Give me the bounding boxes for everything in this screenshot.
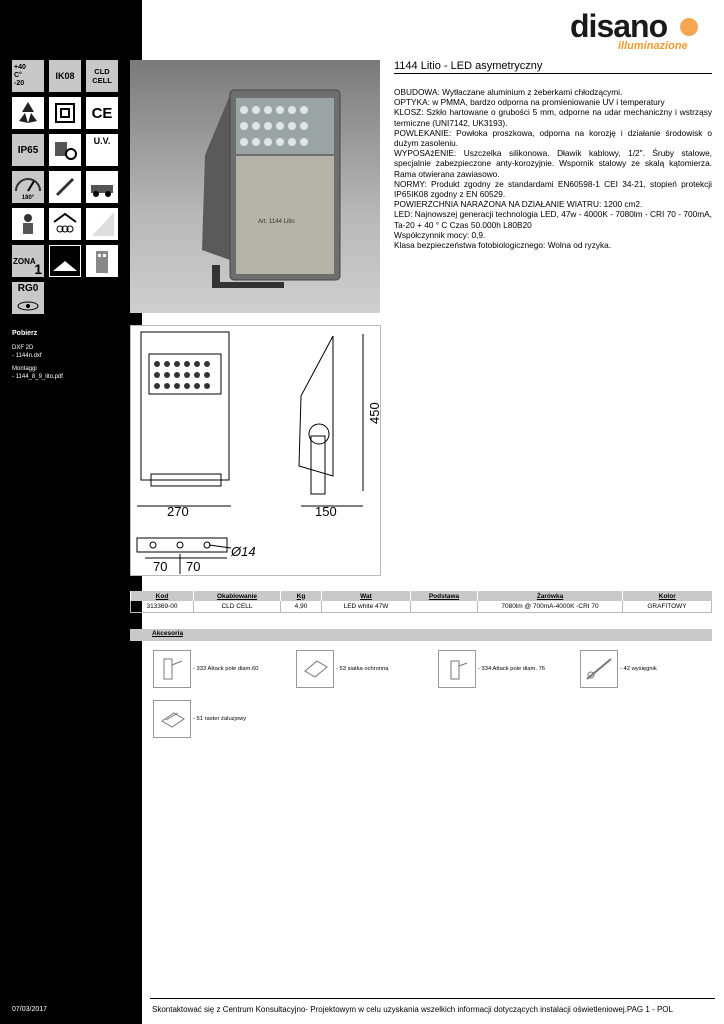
footer-contact-text: Skontaktować się z Centrum Konsultacyjno- Projektowym w celu uzyskania wszelkich informacji dotyczących instalacji oświetleniowej.PAG 1 - POL xyxy=(152,1005,673,1014)
accessories-bar xyxy=(130,629,712,641)
col-zarowka: Żarówka xyxy=(478,591,623,601)
ik-rating-icon: IK08 xyxy=(49,60,81,92)
product-table xyxy=(130,591,712,613)
brand-logo: disano illuminazione xyxy=(570,12,667,40)
olympic-application-icon xyxy=(49,208,81,240)
tilt-angle-icon: 180° xyxy=(12,171,44,203)
photobiological-risk-icon: RG0 xyxy=(12,282,44,314)
accessory-42-image[interactable] xyxy=(580,650,618,688)
montaggi-download-link[interactable]: - 1144_8_9_lito.pdf xyxy=(12,374,63,380)
vehicle-icon xyxy=(86,171,118,203)
table-row: 313369-00 CLD CELL 4,90 LED white 47W 7080lm @ 700mA-4000K -CRI 70 GRAFITOWY xyxy=(131,601,712,613)
ce-mark-icon: CE xyxy=(86,97,118,129)
photo-label: Art. 1144 Litio xyxy=(258,219,295,225)
accessory-51-image[interactable] xyxy=(153,700,191,738)
table-header-row xyxy=(131,591,712,601)
accessory-53-label[interactable]: - 53 siatka ochronna xyxy=(336,666,389,672)
logo-dot xyxy=(680,18,698,36)
street-application-icon xyxy=(49,245,81,277)
col-podstawa: Podstawa xyxy=(411,591,478,601)
col-wat: Wat xyxy=(322,591,411,601)
cld-cell-icon: CLD CELL xyxy=(86,60,118,92)
maintenance-icon xyxy=(12,208,44,240)
product-description: OBUDOWA: Wytłaczane aluminium z żeberkami chłodzącymi. OPTYKA: w PMMA, bardzo odporna na promieniowanie UV i temperatury KLOSZ: Szkło hartowane o grubości 5 mm, odporne na udar mechaniczny i wstrząsy termiczne (UNI7142, UK3193). POWLEKANIE: Powłoka proszkowa, odporna na korozję i działanie środowisk o dużym zasoleniu. WYPOSAżENIE: Uszczelka silikonowa. Dławik kablowy, 1/2". Śruby stalowe, specjalnie zabezpieczone anty-korozyjnie. Wspornik stalowy ze skalą kątomierza. Rama otwierana zawiasowo. NORMY: Produkt zgodny ze standardami EN60598-1 CEI 34-21, stopień protekcji IP65IK08 zgodny z EN 60529. POWIERZCHNIA NARAŻONA NA DZIAŁANIE WIATRU: 1200 cm2. LED: Najnowszej generacji technologia LED, 47w - 4000K - 7080lm - CRI 70 - 700mA, Ta-20 + 40 ° C Czas 50.000h L80B20 Współczynnik mocy: 0,9. Klasa bezpieczeństwa fotobiologicznego: Wolna od ryzyka. xyxy=(394,87,712,251)
depth-dimension: 150 xyxy=(315,504,337,519)
light-beam-icon xyxy=(86,208,118,240)
sidebar xyxy=(0,0,142,1024)
accessory-333-image[interactable] xyxy=(153,650,191,688)
product-photo xyxy=(130,60,380,313)
hole-spacing-a: 70 xyxy=(153,559,168,574)
col-kolor: Kolor xyxy=(623,591,712,601)
dxf-download-link[interactable]: - 1144n.dxf xyxy=(12,353,42,359)
uv-resistant-icon: U.V. xyxy=(86,134,118,166)
col-okablowanie: Okablowanie xyxy=(194,591,281,601)
hole-diameter: Ø14 xyxy=(231,544,256,559)
accessory-53-image[interactable] xyxy=(296,650,334,688)
width-dimension: 270 xyxy=(167,504,189,519)
accessory-333-label[interactable]: - 333 Attack pole diam.60 xyxy=(193,666,259,672)
dimension-drawing xyxy=(130,325,381,576)
accessory-334-image[interactable] xyxy=(438,650,476,688)
col-kg: Kg xyxy=(281,591,322,601)
accessories-title: Akcesoria xyxy=(152,630,184,637)
hole-spacing-b: 70 xyxy=(186,559,201,574)
print-date: 07/03/2017 xyxy=(12,1006,48,1013)
no-tool-icon xyxy=(49,171,81,203)
title-divider xyxy=(394,73,712,74)
height-dimension: 450 xyxy=(367,402,382,424)
montaggi-label: Montaggi xyxy=(12,366,37,372)
double-insulation-icon xyxy=(49,97,81,129)
zona-icon: ZONA 1 xyxy=(12,245,44,277)
accessory-42-label[interactable]: - 42 wysięgnik xyxy=(620,666,657,672)
col-kod: Kod xyxy=(131,591,194,601)
accessory-334-label[interactable]: - 334 Attack pole diam. 76 xyxy=(478,666,546,672)
dxf-label: DXF 2D xyxy=(12,345,34,351)
installation-icon xyxy=(49,134,81,166)
footer-divider xyxy=(150,998,715,999)
recycle-icon xyxy=(12,97,44,129)
product-title: 1144 Litio - LED asymetryczny xyxy=(394,60,543,72)
downloads-title: Pobierz xyxy=(12,330,38,337)
accessory-51-label[interactable]: - 51 raster żaluzjowy xyxy=(193,716,247,722)
ip-rating-icon: IP65 xyxy=(12,134,44,166)
temperature-range-icon: +40 C° -20 xyxy=(12,60,44,92)
building-application-icon xyxy=(86,245,118,277)
